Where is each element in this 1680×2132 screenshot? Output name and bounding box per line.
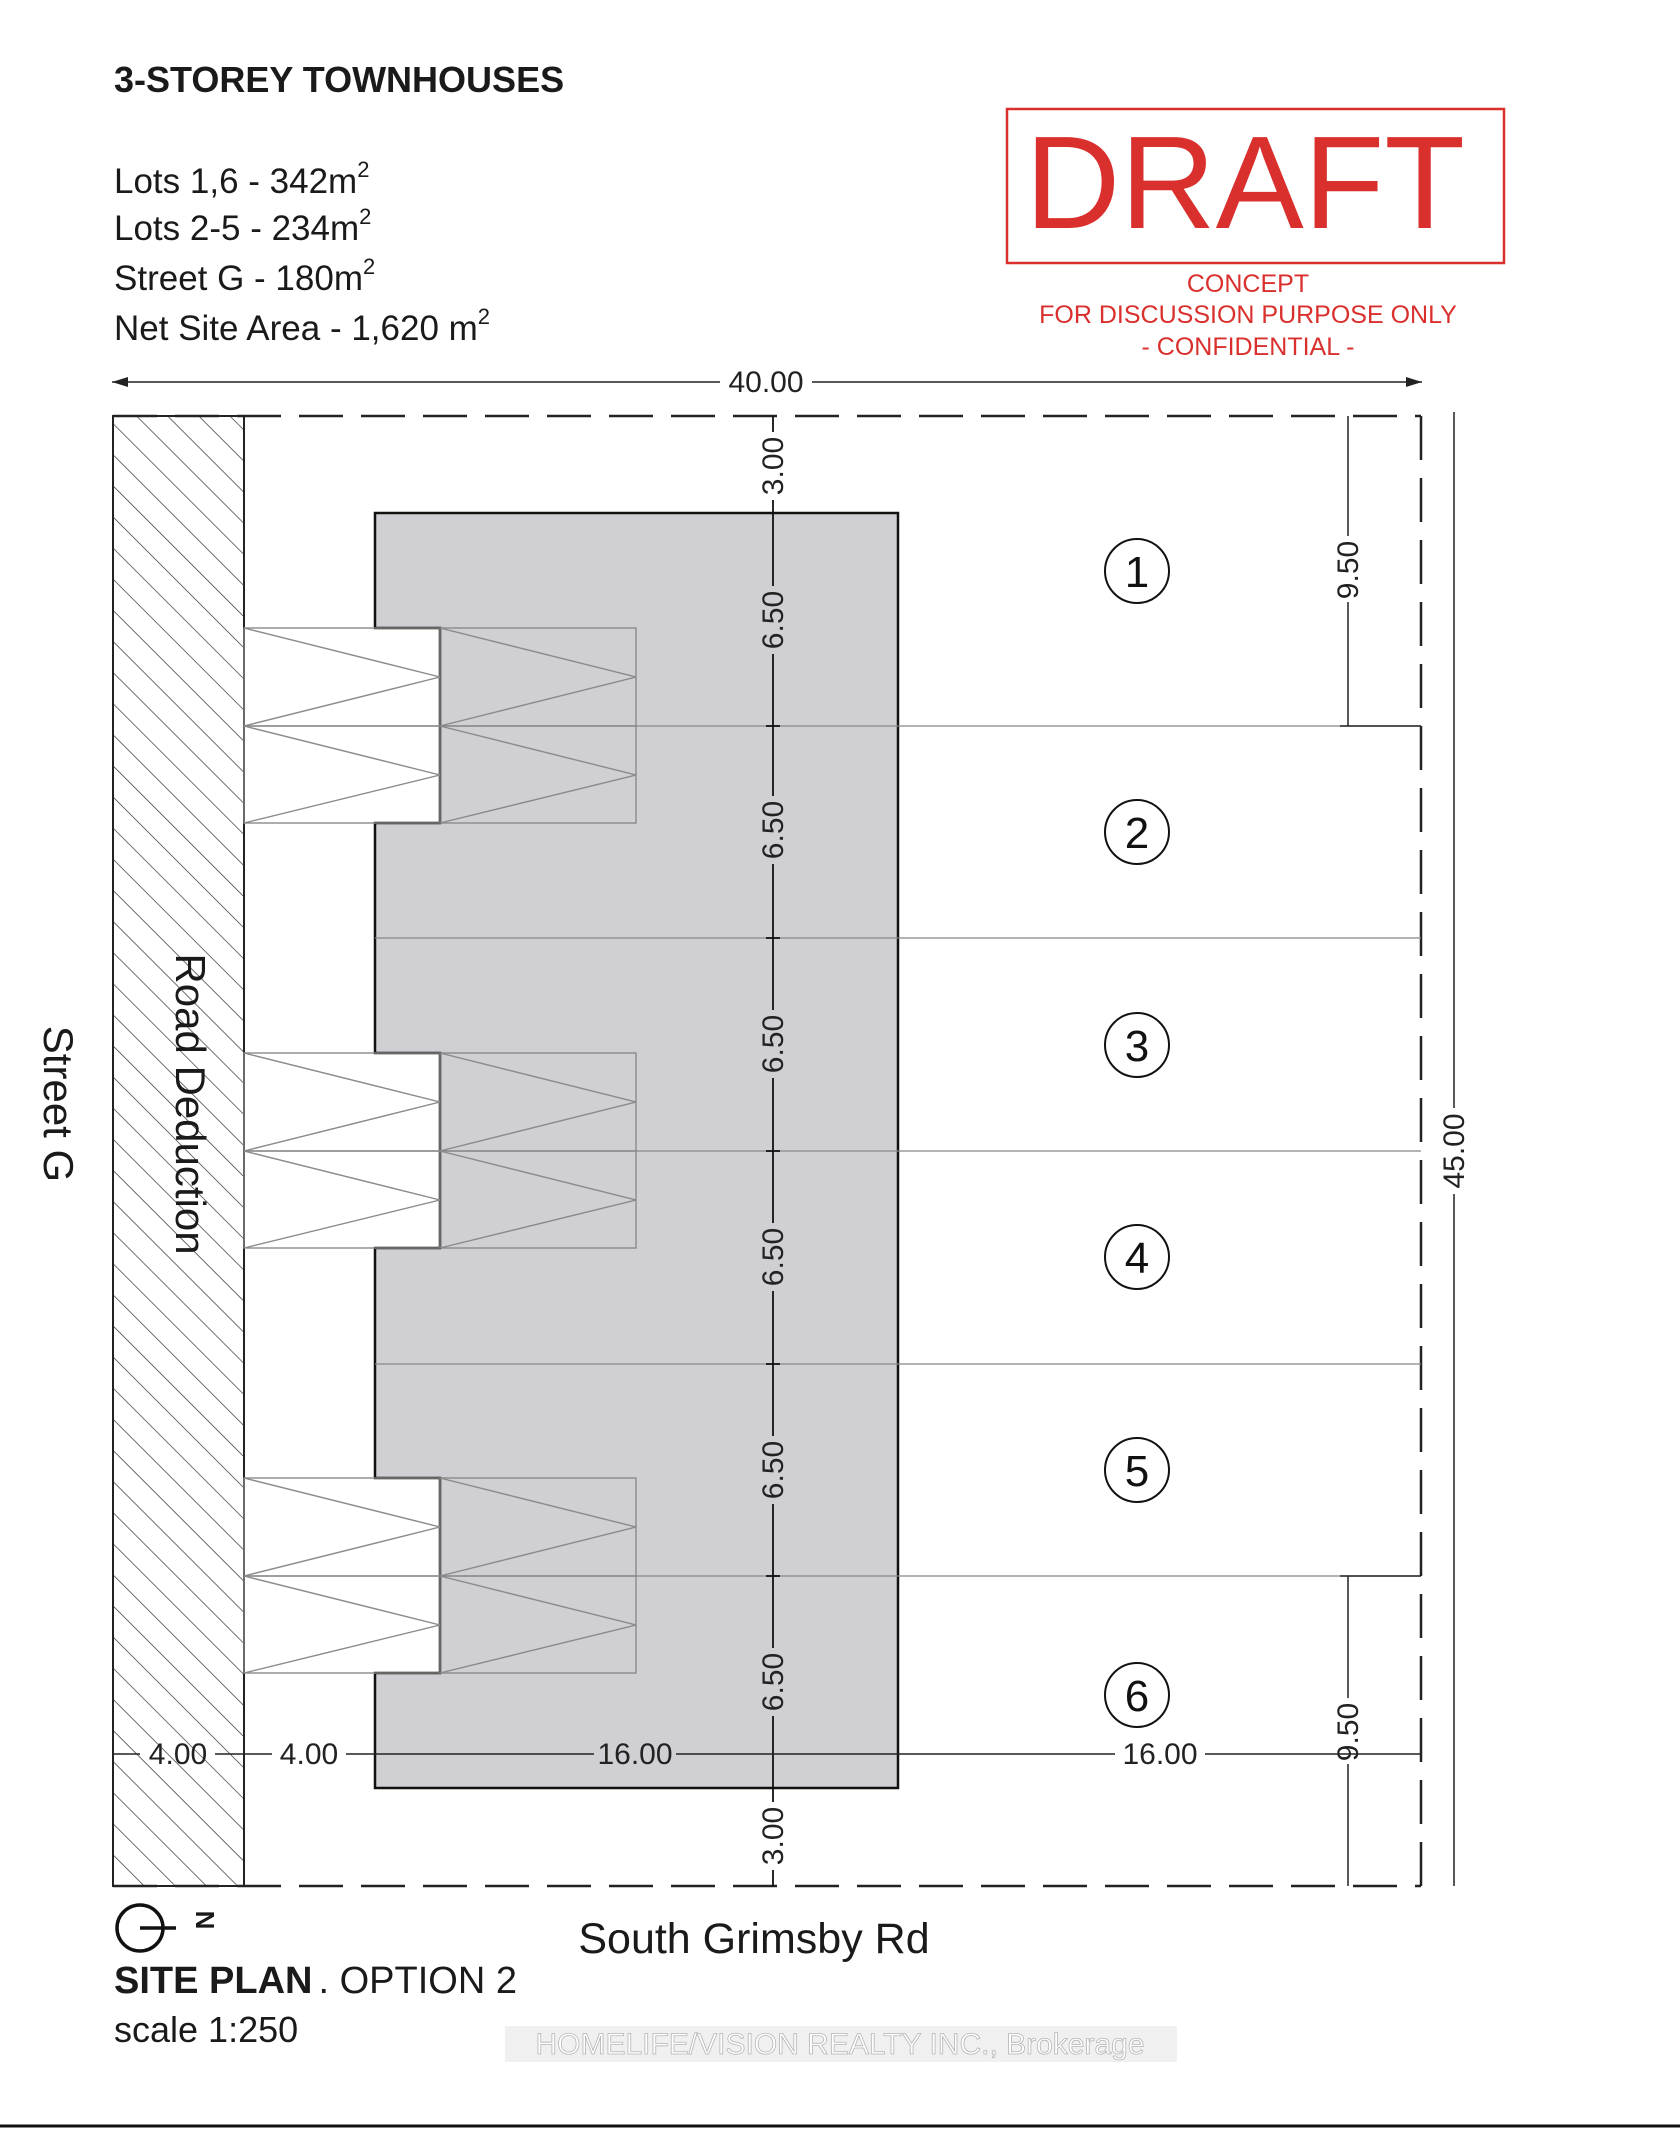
scale-label: scale 1:250 <box>114 2009 299 2050</box>
lot-markers <box>1105 539 1169 1727</box>
stamp-concept: CONCEPT <box>1186 270 1310 298</box>
brokerage-watermark: HOMELIFE/VISION REALTY INC., Brokerage <box>535 2028 1145 2061</box>
dim-building-depth: 16.00 <box>597 1738 673 1771</box>
dim-front-setback: 3.00 <box>757 436 790 496</box>
north-marker-label: N <box>190 1910 220 1930</box>
lot-3-number: 3 <box>1124 1022 1150 1071</box>
street-g-label: Street G <box>35 1025 82 1183</box>
dim-overall-depth: 45.00 <box>1438 1113 1471 1189</box>
dim-unit-5: 6.50 <box>757 1440 790 1500</box>
plan-heading: 3-STOREY TOWNHOUSES <box>114 59 565 100</box>
lot-2-number: 2 <box>1124 809 1150 858</box>
north-arrow-icon <box>117 1905 176 1951</box>
road-deduction-label: Road Deduction <box>167 953 214 1255</box>
lot-1-number: 1 <box>1124 548 1150 597</box>
dim-unit-4: 6.50 <box>757 1227 790 1287</box>
dim-front-yard: 4.00 <box>279 1738 339 1771</box>
stamp-discussion: FOR DISCUSSION PURPOSE ONLY <box>1039 301 1457 329</box>
south-grimsby-road-label: South Grimsby Rd <box>578 1915 930 1963</box>
area-net-site: Net Site Area - 1,620 $m^2$ <box>114 304 491 348</box>
area-list <box>114 157 490 348</box>
dim-unit-2: 6.50 <box>757 800 790 860</box>
dim-overall-width: 40.00 <box>728 366 804 399</box>
dim-road-width: 4.00 <box>148 1738 208 1771</box>
dim-rear-setback: 3.00 <box>757 1806 790 1866</box>
area-lots-2-5: Lots $2-5 - 234m^2$ <box>114 204 372 248</box>
dim-unit-3: 6.50 <box>757 1014 790 1074</box>
draft-word: DRAFT <box>1025 109 1465 256</box>
dim-unit-1: 6.50 <box>757 590 790 650</box>
draft-stamp <box>1007 109 1504 361</box>
dim-unit-6: 6.50 <box>757 1652 790 1712</box>
lot-6-number: 6 <box>1124 1672 1150 1721</box>
dim-lot-1-depth: 9.50 <box>1332 540 1365 600</box>
dim-lot-6-depth: 9.50 <box>1332 1702 1365 1762</box>
site-plan-title: SITE PLAN . OPTION 2 <box>114 1960 517 2002</box>
lot-4-number: 4 <box>1124 1234 1150 1283</box>
dim-rear-yard: 16.00 <box>1122 1738 1198 1771</box>
stamp-confidential: - CONFIDENTIAL - <box>1141 333 1355 361</box>
lot-5-number: 5 <box>1124 1447 1150 1496</box>
area-street-g: Street G - $180m^2$ <box>114 254 376 298</box>
area-lots-1-6: Lots $1,6 - 342m^2$ <box>114 157 370 201</box>
